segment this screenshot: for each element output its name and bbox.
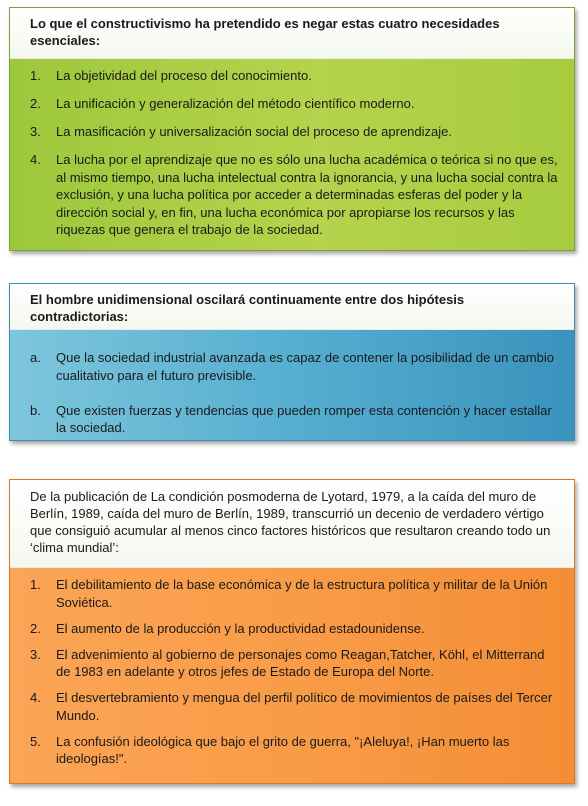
constructivism-panel [9,7,575,251]
item-text: El aumento de la producción y la productividad estadounidense. [56,620,425,636]
item-text: La confusión ideológica que bajo el grito de guerra, "¡Aleluya!, ¡Han muerto las ideologías!". [56,733,510,767]
item-marker: 1. [30,577,41,592]
historical-factors-list [10,576,574,776]
list-item [10,576,560,611]
item-marker: 3. [30,124,41,139]
item-marker: 2. [30,620,41,636]
one-dimensional-man-heading: El hombre unidimensional oscilará continuamente entre dos hipótesis contradictorias: [10,284,574,330]
item-text: La lucha por el aprendizaje que no es sólo una lucha académica o teórica si no que es, al mismo tiempo, una lucha intelectual contra la ignorancia, y una lucha social contra la exclusión, y una lucha política por acceder a determinadas esferas del poder y la dirección social y, en fin, una lucha económica por apropiarse los recursos y las riquezas que genera el trabajo de la sociedad. [56,152,558,237]
list-item [10,123,560,141]
item-marker: 5. [30,733,41,749]
item-marker: b. [30,402,41,418]
item-text: La masificación y universalización social del proceso de aprendizaje. [56,124,452,139]
item-marker: 4. [30,152,41,167]
item-text: Que la sociedad industrial avanzada es capaz de contener la posibilidad de un cambio cualitativo para el futuro previsible. [56,350,554,383]
list-item [10,620,560,638]
item-text: La objetividad del proceso del conocimiento. [56,68,312,83]
list-item [10,733,560,768]
item-text: El desvertebramiento y mengua del perfil político de movimientos de países del Tercer Mundo. [56,690,553,723]
list-item [10,349,560,384]
list-item [10,689,560,724]
hypotheses-list [10,349,574,454]
item-marker: 3. [30,646,41,662]
item-marker: a. [30,350,41,365]
list-item [10,151,560,239]
postmodern-condition-panel [9,479,575,784]
constructivism-list [10,67,574,249]
item-marker: 4. [30,690,41,706]
item-marker: 2. [30,96,41,111]
item-text: Que existen fuerzas y tendencias que pueden romper esta contención y hacer estallar la sociedad. [56,402,552,435]
item-marker: 1. [30,68,41,83]
list-item [10,646,560,681]
item-text: El advenimiento al gobierno de personajes como Reagan,Tatcher, Köhl, el Mitterrand de 1983 en adelante y otros jefes de Estado de Europa del Norte. [56,646,545,680]
list-item [10,95,560,113]
list-item [10,67,560,85]
list-item [10,402,560,437]
postmodern-condition-heading: De la publicación de La condición posmoderna de Lyotard, 1979, a la caída del muro de Berlín, 1989, caída del muro de Berlín, 1989, transcurrió un decenio de verdadero vértigo que consiguió acumular al menos cinco factores históricos que resultaron creando todo un ‘clima mundial’: [10,480,574,568]
item-text: El debilitamiento de la base económica y de la estructura política y militar de la Unión Soviética. [56,577,548,610]
one-dimensional-man-panel [9,283,575,441]
item-text: La unificación y generalización del método científico moderno. [56,96,415,111]
constructivism-heading: Lo que el constructivismo ha pretendido es negar estas cuatro necesidades esenciales: [10,8,574,59]
